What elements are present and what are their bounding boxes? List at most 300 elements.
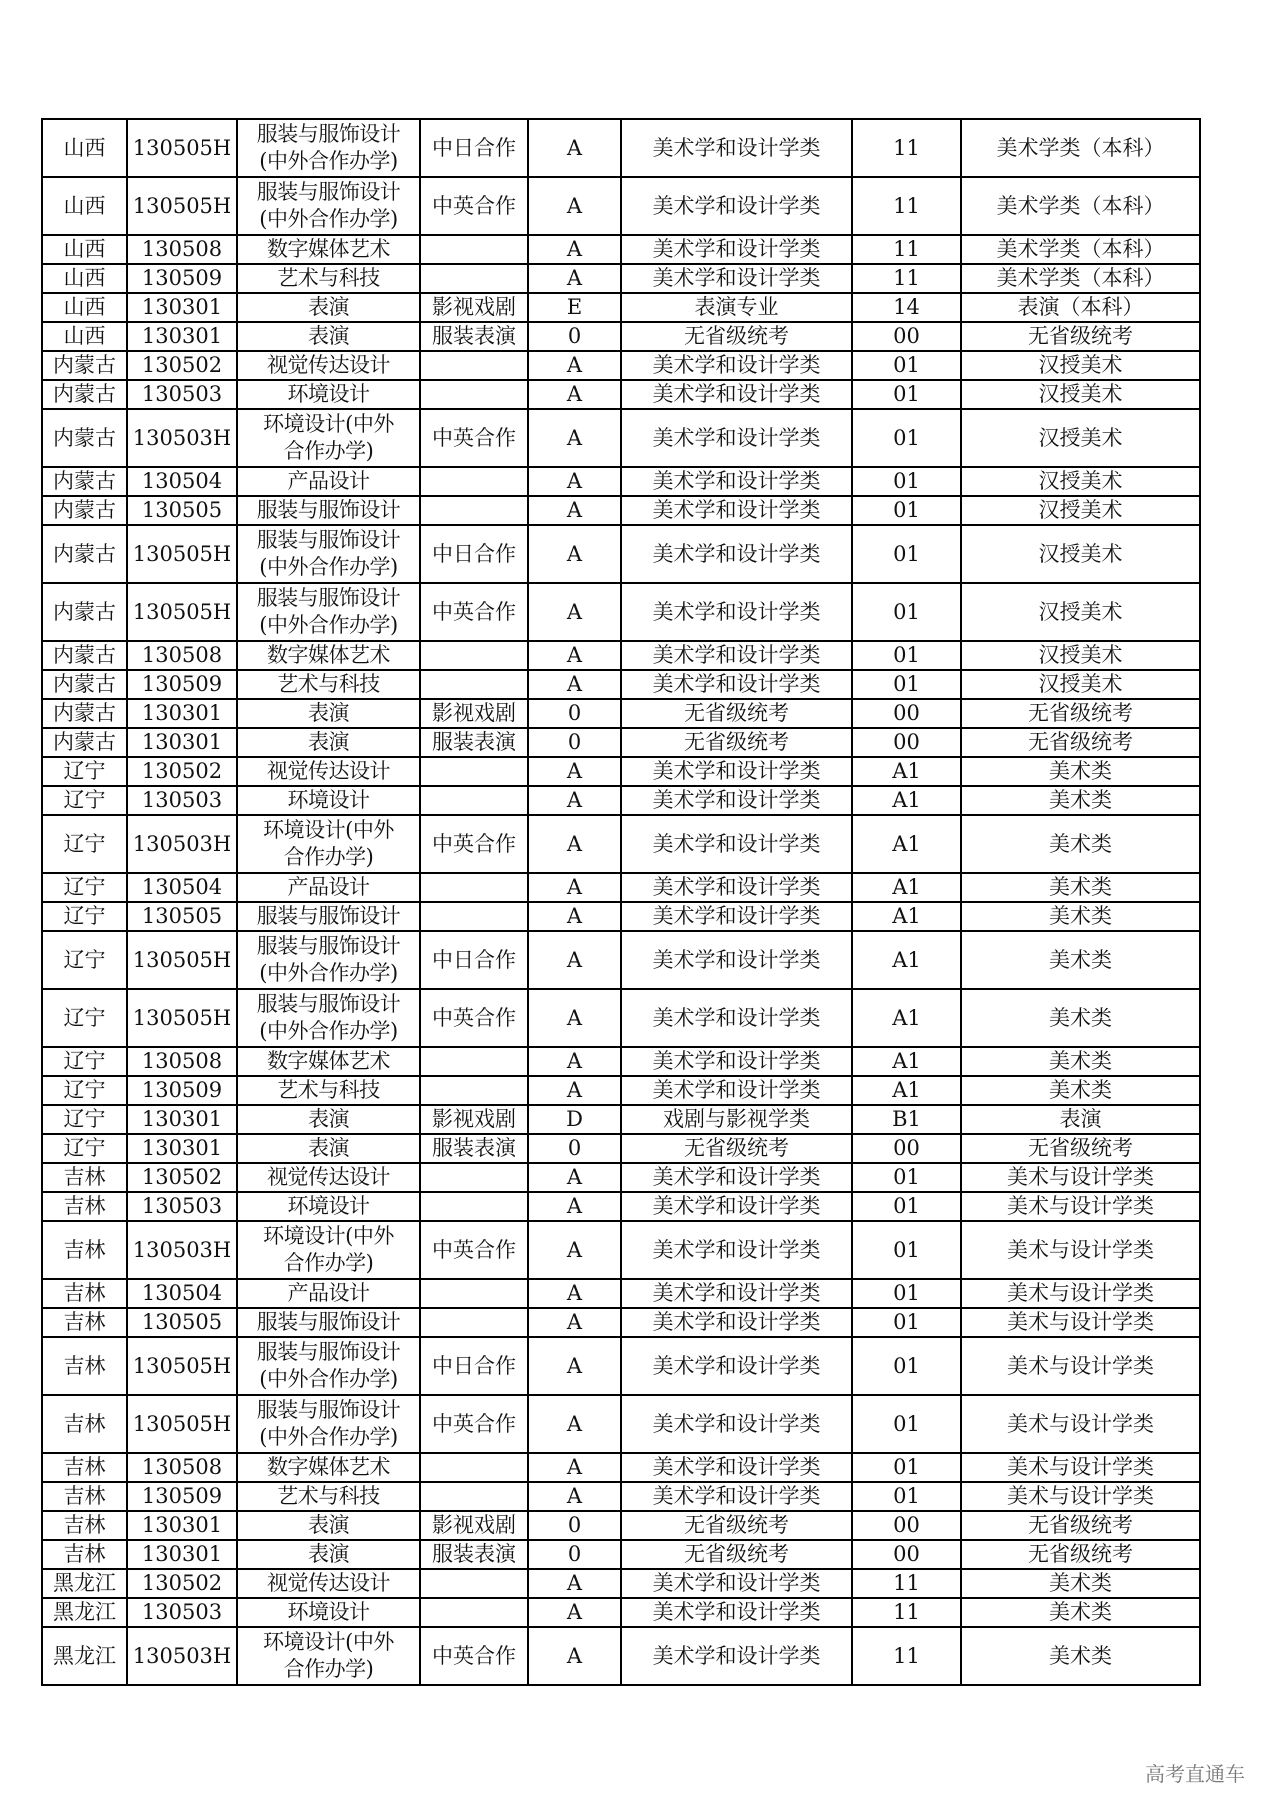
category-code-cell: 11 — [852, 1569, 961, 1598]
category-cell: 无省级统考 — [961, 728, 1200, 757]
province-cell: 吉林 — [42, 1395, 127, 1453]
direction-cell — [420, 1569, 528, 1598]
table-row — [42, 1134, 1200, 1163]
major-code-cell: 130503 — [127, 380, 237, 409]
category-code-cell: 01 — [852, 525, 961, 583]
major-name-cell: 表演 — [237, 699, 420, 728]
exam-type-code-cell: A — [528, 989, 621, 1047]
province-cell: 辽宁 — [42, 931, 127, 989]
direction-cell: 中英合作 — [420, 989, 528, 1047]
exam-type-code-cell: A — [528, 1047, 621, 1076]
major-code-cell: 130301 — [127, 293, 237, 322]
category-code-cell: 11 — [852, 1627, 961, 1685]
major-code-cell: 130505H — [127, 177, 237, 235]
exam-type-cell: 美术学和设计学类 — [621, 1627, 852, 1685]
category-cell: 美术类 — [961, 1627, 1200, 1685]
category-cell: 美术类 — [961, 902, 1200, 931]
category-code-cell: 01 — [852, 1163, 961, 1192]
exam-type-code-cell: A — [528, 1076, 621, 1105]
category-code-cell: 00 — [852, 322, 961, 351]
category-cell: 美术学类（本科） — [961, 177, 1200, 235]
exam-type-cell: 美术学和设计学类 — [621, 235, 852, 264]
category-code-cell: A1 — [852, 902, 961, 931]
table-row — [42, 351, 1200, 380]
major-code-cell: 130503 — [127, 1598, 237, 1627]
exam-type-code-cell: A — [528, 409, 621, 467]
direction-cell — [420, 1279, 528, 1308]
category-cell: 美术与设计学类 — [961, 1395, 1200, 1453]
category-code-cell: 01 — [852, 409, 961, 467]
province-cell: 黑龙江 — [42, 1598, 127, 1627]
exam-type-code-cell: A — [528, 641, 621, 670]
category-cell: 无省级统考 — [961, 1511, 1200, 1540]
major-name-cell: 表演 — [237, 293, 420, 322]
category-cell: 表演（本科） — [961, 293, 1200, 322]
major-name-cell: 表演 — [237, 728, 420, 757]
province-cell: 辽宁 — [42, 815, 127, 873]
major-code-cell: 130505H — [127, 989, 237, 1047]
major-name-cell: 艺术与科技 — [237, 670, 420, 699]
category-cell: 美术类 — [961, 815, 1200, 873]
table-row — [42, 380, 1200, 409]
exam-type-cell: 美术学和设计学类 — [621, 1482, 852, 1511]
major-name-cell: 服装与服饰设计 (中外合作办学) — [237, 989, 420, 1047]
category-code-cell: 00 — [852, 1511, 961, 1540]
category-code-cell: 11 — [852, 235, 961, 264]
major-name-cell: 视觉传达设计 — [237, 757, 420, 786]
major-name-cell: 环境设计(中外 合作办学) — [237, 409, 420, 467]
category-cell: 美术学类（本科） — [961, 119, 1200, 177]
category-cell: 汉授美术 — [961, 496, 1200, 525]
major-name-cell: 产品设计 — [237, 1279, 420, 1308]
exam-type-code-cell: A — [528, 380, 621, 409]
exam-type-cell: 美术学和设计学类 — [621, 1569, 852, 1598]
category-cell: 汉授美术 — [961, 380, 1200, 409]
province-cell: 辽宁 — [42, 1047, 127, 1076]
province-cell: 吉林 — [42, 1540, 127, 1569]
table-row — [42, 699, 1200, 728]
table-row — [42, 786, 1200, 815]
exam-type-code-cell: A — [528, 496, 621, 525]
major-code-cell: 130301 — [127, 322, 237, 351]
table-row — [42, 641, 1200, 670]
category-code-cell: A1 — [852, 931, 961, 989]
province-cell: 内蒙古 — [42, 380, 127, 409]
major-name-cell: 数字媒体艺术 — [237, 1047, 420, 1076]
exam-type-code-cell: A — [528, 1453, 621, 1482]
exam-type-cell: 美术学和设计学类 — [621, 1076, 852, 1105]
exam-type-cell: 美术学和设计学类 — [621, 1453, 852, 1482]
exam-type-code-cell: A — [528, 1279, 621, 1308]
table-row — [42, 1163, 1200, 1192]
category-code-cell: 00 — [852, 728, 961, 757]
province-cell: 黑龙江 — [42, 1627, 127, 1685]
major-name-cell: 产品设计 — [237, 467, 420, 496]
exam-type-cell: 戏剧与影视学类 — [621, 1105, 852, 1134]
direction-cell: 中英合作 — [420, 815, 528, 873]
category-code-cell: 01 — [852, 641, 961, 670]
major-code-cell: 130505 — [127, 496, 237, 525]
major-code-cell: 130503 — [127, 1192, 237, 1221]
category-cell: 美术类 — [961, 1598, 1200, 1627]
category-code-cell: A1 — [852, 1076, 961, 1105]
exam-type-cell: 无省级统考 — [621, 1134, 852, 1163]
table-row — [42, 1192, 1200, 1221]
exam-type-code-cell: A — [528, 351, 621, 380]
exam-type-code-cell: 0 — [528, 322, 621, 351]
exam-type-code-cell: A — [528, 467, 621, 496]
major-code-cell: 130505H — [127, 525, 237, 583]
exam-type-cell: 美术学和设计学类 — [621, 1221, 852, 1279]
table-row — [42, 583, 1200, 641]
major-name-cell: 表演 — [237, 322, 420, 351]
province-cell: 吉林 — [42, 1308, 127, 1337]
exam-type-code-cell: A — [528, 1221, 621, 1279]
category-cell: 表演 — [961, 1105, 1200, 1134]
major-code-cell: 130505H — [127, 583, 237, 641]
table-row — [42, 1105, 1200, 1134]
category-cell: 美术与设计学类 — [961, 1453, 1200, 1482]
major-name-cell: 环境设计 — [237, 1598, 420, 1627]
province-cell: 内蒙古 — [42, 583, 127, 641]
exam-type-cell: 美术学和设计学类 — [621, 1047, 852, 1076]
major-name-cell: 服装与服饰设计 (中外合作办学) — [237, 1337, 420, 1395]
table-row — [42, 1511, 1200, 1540]
category-cell: 汉授美术 — [961, 525, 1200, 583]
category-code-cell: 01 — [852, 467, 961, 496]
direction-cell — [420, 1308, 528, 1337]
exam-type-cell: 美术学和设计学类 — [621, 467, 852, 496]
major-code-cell: 130509 — [127, 264, 237, 293]
major-name-cell: 视觉传达设计 — [237, 1569, 420, 1598]
table-row — [42, 293, 1200, 322]
major-code-cell: 130301 — [127, 1511, 237, 1540]
exam-type-cell: 美术学和设计学类 — [621, 496, 852, 525]
table-row — [42, 525, 1200, 583]
category-cell: 美术与设计学类 — [961, 1163, 1200, 1192]
exam-type-cell: 无省级统考 — [621, 322, 852, 351]
exam-type-cell: 美术学和设计学类 — [621, 786, 852, 815]
category-code-cell: 14 — [852, 293, 961, 322]
exam-type-cell: 美术学和设计学类 — [621, 931, 852, 989]
major-name-cell: 服装与服饰设计 (中外合作办学) — [237, 525, 420, 583]
exam-type-code-cell: A — [528, 1395, 621, 1453]
category-cell: 美术与设计学类 — [961, 1192, 1200, 1221]
exam-type-cell: 美术学和设计学类 — [621, 583, 852, 641]
exam-type-code-cell: A — [528, 1337, 621, 1395]
table-row — [42, 1569, 1200, 1598]
exam-type-code-cell: 0 — [528, 1134, 621, 1163]
major-name-cell: 环境设计 — [237, 786, 420, 815]
major-name-cell: 环境设计 — [237, 1192, 420, 1221]
province-cell: 吉林 — [42, 1279, 127, 1308]
exam-type-cell: 无省级统考 — [621, 1511, 852, 1540]
table-row — [42, 670, 1200, 699]
exam-type-code-cell: 0 — [528, 1511, 621, 1540]
direction-cell — [420, 264, 528, 293]
direction-cell — [420, 670, 528, 699]
direction-cell: 中英合作 — [420, 1395, 528, 1453]
direction-cell: 服装表演 — [420, 728, 528, 757]
exam-type-cell: 美术学和设计学类 — [621, 670, 852, 699]
category-cell: 美术类 — [961, 989, 1200, 1047]
category-cell: 美术类 — [961, 1076, 1200, 1105]
category-cell: 美术类 — [961, 931, 1200, 989]
category-cell: 无省级统考 — [961, 1540, 1200, 1569]
table-row — [42, 264, 1200, 293]
direction-cell — [420, 380, 528, 409]
province-cell: 吉林 — [42, 1192, 127, 1221]
province-cell: 山西 — [42, 322, 127, 351]
table-row — [42, 119, 1200, 177]
exam-type-cell: 美术学和设计学类 — [621, 902, 852, 931]
major-code-cell: 130301 — [127, 1105, 237, 1134]
direction-cell: 中日合作 — [420, 119, 528, 177]
exam-type-cell: 美术学和设计学类 — [621, 1598, 852, 1627]
exam-type-cell: 美术学和设计学类 — [621, 989, 852, 1047]
category-cell: 美术学类（本科） — [961, 264, 1200, 293]
category-code-cell: 01 — [852, 496, 961, 525]
province-cell: 辽宁 — [42, 1105, 127, 1134]
category-cell: 汉授美术 — [961, 583, 1200, 641]
category-code-cell: A1 — [852, 1047, 961, 1076]
direction-cell — [420, 1076, 528, 1105]
category-cell: 美术与设计学类 — [961, 1337, 1200, 1395]
category-code-cell: 11 — [852, 177, 961, 235]
direction-cell: 影视戏剧 — [420, 293, 528, 322]
major-code-cell: 130505 — [127, 902, 237, 931]
exam-type-cell: 美术学和设计学类 — [621, 1395, 852, 1453]
major-code-cell: 130505 — [127, 1308, 237, 1337]
province-cell: 内蒙古 — [42, 351, 127, 380]
category-cell: 汉授美术 — [961, 351, 1200, 380]
major-name-cell: 服装与服饰设计 — [237, 1308, 420, 1337]
major-code-cell: 130301 — [127, 1134, 237, 1163]
exam-type-cell: 美术学和设计学类 — [621, 264, 852, 293]
direction-cell: 影视戏剧 — [420, 1511, 528, 1540]
major-name-cell: 服装与服饰设计 (中外合作办学) — [237, 583, 420, 641]
major-code-cell: 130509 — [127, 670, 237, 699]
table-row — [42, 1337, 1200, 1395]
exam-type-code-cell: A — [528, 1598, 621, 1627]
category-code-cell: A1 — [852, 873, 961, 902]
province-cell: 内蒙古 — [42, 670, 127, 699]
major-code-cell: 130301 — [127, 728, 237, 757]
province-cell: 内蒙古 — [42, 699, 127, 728]
exam-type-code-cell: A — [528, 757, 621, 786]
major-code-cell: 130508 — [127, 1453, 237, 1482]
category-code-cell: 01 — [852, 1482, 961, 1511]
province-cell: 内蒙古 — [42, 641, 127, 670]
exam-type-cell: 美术学和设计学类 — [621, 380, 852, 409]
table-row — [42, 902, 1200, 931]
table-row — [42, 1482, 1200, 1511]
exam-type-code-cell: A — [528, 873, 621, 902]
exam-type-cell: 表演专业 — [621, 293, 852, 322]
major-code-cell: 130509 — [127, 1076, 237, 1105]
category-cell: 汉授美术 — [961, 467, 1200, 496]
province-cell: 辽宁 — [42, 757, 127, 786]
table-row — [42, 1308, 1200, 1337]
exam-type-cell: 美术学和设计学类 — [621, 757, 852, 786]
province-cell: 辽宁 — [42, 1134, 127, 1163]
province-cell: 吉林 — [42, 1337, 127, 1395]
major-code-cell: 130503H — [127, 409, 237, 467]
exam-type-cell: 美术学和设计学类 — [621, 873, 852, 902]
major-code-cell: 130502 — [127, 757, 237, 786]
major-code-cell: 130505H — [127, 931, 237, 989]
category-cell: 汉授美术 — [961, 409, 1200, 467]
exam-type-code-cell: A — [528, 119, 621, 177]
exam-type-code-cell: E — [528, 293, 621, 322]
exam-type-cell: 美术学和设计学类 — [621, 525, 852, 583]
direction-cell: 服装表演 — [420, 1134, 528, 1163]
exam-type-cell: 美术学和设计学类 — [621, 1308, 852, 1337]
exam-type-code-cell: A — [528, 815, 621, 873]
major-code-cell: 130503H — [127, 815, 237, 873]
exam-type-code-cell: A — [528, 786, 621, 815]
direction-cell — [420, 496, 528, 525]
major-code-cell: 130505H — [127, 119, 237, 177]
exam-type-cell: 美术学和设计学类 — [621, 409, 852, 467]
category-cell: 美术类 — [961, 873, 1200, 902]
exam-type-code-cell: A — [528, 1192, 621, 1221]
category-cell: 美术与设计学类 — [961, 1308, 1200, 1337]
category-code-cell: 00 — [852, 699, 961, 728]
exam-type-code-cell: A — [528, 525, 621, 583]
table-row — [42, 728, 1200, 757]
admission-table — [41, 118, 1201, 1686]
major-code-cell: 130505H — [127, 1337, 237, 1395]
exam-type-cell: 无省级统考 — [621, 728, 852, 757]
direction-cell: 影视戏剧 — [420, 1105, 528, 1134]
major-code-cell: 130502 — [127, 351, 237, 380]
major-name-cell: 服装与服饰设计 (中外合作办学) — [237, 1395, 420, 1453]
category-code-cell: A1 — [852, 989, 961, 1047]
table-row — [42, 1395, 1200, 1453]
province-cell: 辽宁 — [42, 902, 127, 931]
direction-cell: 中日合作 — [420, 931, 528, 989]
major-code-cell: 130508 — [127, 235, 237, 264]
category-cell: 美术与设计学类 — [961, 1279, 1200, 1308]
category-code-cell: 01 — [852, 1221, 961, 1279]
exam-type-cell: 美术学和设计学类 — [621, 1279, 852, 1308]
major-name-cell: 环境设计(中外 合作办学) — [237, 1627, 420, 1685]
major-name-cell: 服装与服饰设计 (中外合作办学) — [237, 931, 420, 989]
province-cell: 辽宁 — [42, 1076, 127, 1105]
watermark-text: 高考直通车 — [1145, 1762, 1245, 1786]
direction-cell — [420, 873, 528, 902]
table-row — [42, 1453, 1200, 1482]
category-code-cell: 01 — [852, 1337, 961, 1395]
major-code-cell: 130301 — [127, 699, 237, 728]
major-name-cell: 艺术与科技 — [237, 1076, 420, 1105]
major-name-cell: 视觉传达设计 — [237, 351, 420, 380]
major-code-cell: 130504 — [127, 467, 237, 496]
major-name-cell: 艺术与科技 — [237, 264, 420, 293]
table-row — [42, 1076, 1200, 1105]
exam-type-cell: 美术学和设计学类 — [621, 177, 852, 235]
exam-type-cell: 无省级统考 — [621, 1540, 852, 1569]
major-code-cell: 130503 — [127, 786, 237, 815]
province-cell: 辽宁 — [42, 873, 127, 902]
direction-cell: 服装表演 — [420, 1540, 528, 1569]
table-row — [42, 873, 1200, 902]
major-code-cell: 130502 — [127, 1163, 237, 1192]
table-row — [42, 1540, 1200, 1569]
exam-type-cell: 美术学和设计学类 — [621, 1192, 852, 1221]
exam-type-code-cell: A — [528, 235, 621, 264]
major-name-cell: 环境设计(中外 合作办学) — [237, 815, 420, 873]
category-cell: 无省级统考 — [961, 1134, 1200, 1163]
exam-type-code-cell: A — [528, 1627, 621, 1685]
major-name-cell: 服装与服饰设计 — [237, 496, 420, 525]
province-cell: 内蒙古 — [42, 409, 127, 467]
table-row — [42, 467, 1200, 496]
major-code-cell: 130508 — [127, 1047, 237, 1076]
province-cell: 山西 — [42, 177, 127, 235]
table-row — [42, 1047, 1200, 1076]
direction-cell: 服装表演 — [420, 322, 528, 351]
category-code-cell: 01 — [852, 380, 961, 409]
category-code-cell: 11 — [852, 1598, 961, 1627]
major-code-cell: 130505H — [127, 1395, 237, 1453]
major-name-cell: 数字媒体艺术 — [237, 1453, 420, 1482]
exam-type-code-cell: A — [528, 670, 621, 699]
province-cell: 辽宁 — [42, 786, 127, 815]
table-row — [42, 931, 1200, 989]
direction-cell — [420, 1453, 528, 1482]
major-name-cell: 服装与服饰设计 — [237, 902, 420, 931]
table-row — [42, 815, 1200, 873]
direction-cell: 中英合作 — [420, 409, 528, 467]
direction-cell: 中日合作 — [420, 1337, 528, 1395]
exam-type-code-cell: A — [528, 1308, 621, 1337]
exam-type-code-cell: A — [528, 902, 621, 931]
province-cell: 辽宁 — [42, 989, 127, 1047]
category-code-cell: A1 — [852, 786, 961, 815]
category-code-cell: 00 — [852, 1134, 961, 1163]
exam-type-cell: 美术学和设计学类 — [621, 119, 852, 177]
exam-type-code-cell: 0 — [528, 728, 621, 757]
direction-cell — [420, 1482, 528, 1511]
direction-cell — [420, 1598, 528, 1627]
exam-type-cell: 美术学和设计学类 — [621, 815, 852, 873]
major-code-cell: 130503H — [127, 1627, 237, 1685]
major-name-cell: 表演 — [237, 1511, 420, 1540]
major-name-cell: 环境设计 — [237, 380, 420, 409]
category-cell: 美术与设计学类 — [961, 1482, 1200, 1511]
exam-type-code-cell: A — [528, 583, 621, 641]
table-row — [42, 177, 1200, 235]
major-code-cell: 130509 — [127, 1482, 237, 1511]
major-name-cell: 表演 — [237, 1134, 420, 1163]
category-cell: 美术类 — [961, 757, 1200, 786]
category-cell: 美术类 — [961, 1047, 1200, 1076]
direction-cell — [420, 641, 528, 670]
direction-cell — [420, 786, 528, 815]
category-code-cell: 01 — [852, 1192, 961, 1221]
province-cell: 内蒙古 — [42, 525, 127, 583]
table-row — [42, 322, 1200, 351]
direction-cell — [420, 351, 528, 380]
major-name-cell: 数字媒体艺术 — [237, 235, 420, 264]
exam-type-code-cell: D — [528, 1105, 621, 1134]
table-row — [42, 235, 1200, 264]
direction-cell: 中英合作 — [420, 583, 528, 641]
category-code-cell: A1 — [852, 815, 961, 873]
exam-type-code-cell: A — [528, 1482, 621, 1511]
